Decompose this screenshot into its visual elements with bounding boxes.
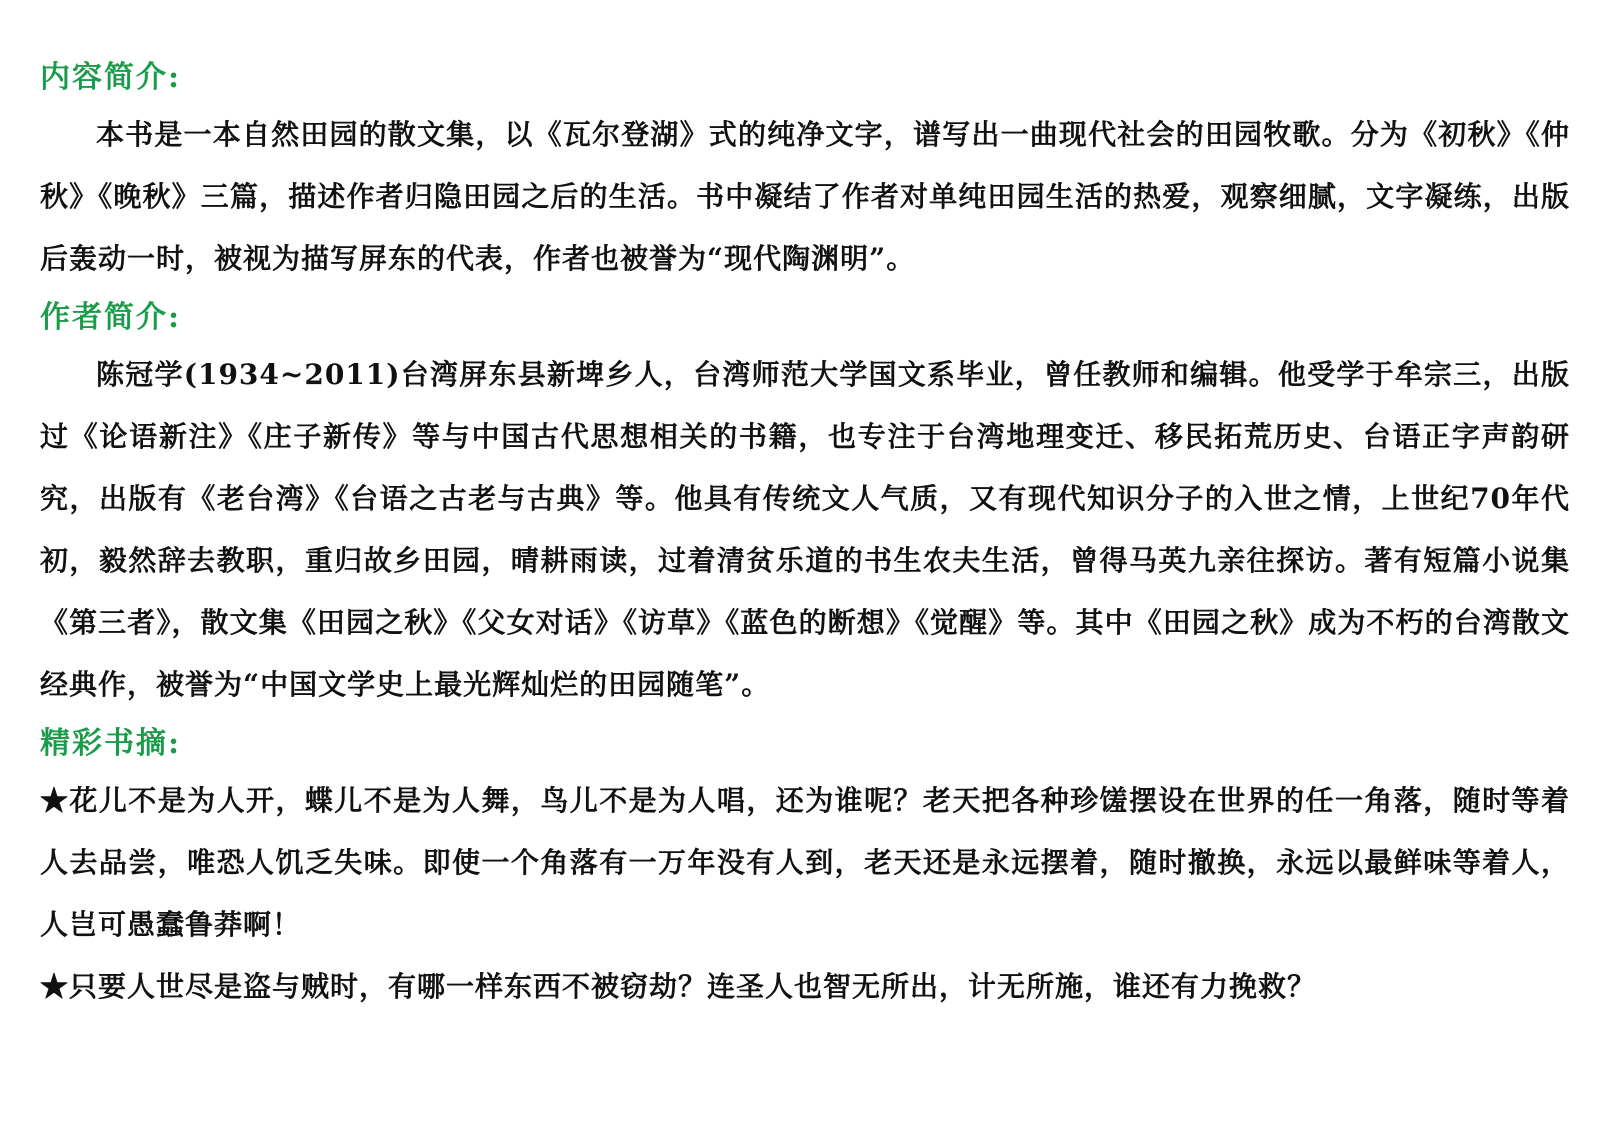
author-heading: 作者简介: (40, 300, 182, 335)
summary-heading: 内容简介: (40, 60, 182, 95)
excerpt-item-2: ★只要人世尽是盗与贼时，有哪一样东西不被窃劫？连圣人也智无所出，计无所施，谁还有力挽救？ (40, 970, 1317, 1003)
excerpt-item-1: ★花儿不是为人开，蝶儿不是为人舞，鸟儿不是为人唱，还为谁呢？老天把各种珍馐摆设在世界的任一角落，随时等着人去品尝，唯恐人饥乏失味。即使一个角落有一万年没有人到，老天还是永远摆着，随时撤换，永远以最鲜味等着人，人岂可愚蠢鲁莽啊！ (40, 784, 1570, 941)
author-paragraph: 陈冠学(1934~2011)台湾屏东县新埤乡人，台湾师范大学国文系毕业，曾任教师和编辑。他受学于牟宗三，出版过《论语新注》《庄子新传》等与中国古代思想相关的书籍，也专注于台湾地理变迁、移民拓荒历史、台语正字声韵研究，出版有《老台湾》《台语之古老与古典》等。他具有传统文人气质，又有现代知识分子的入世之情，上世纪70年代初，毅然辞去教职，重归故乡田园，晴耕雨读，过着清贫乐道的书生农夫生活，曾得马英九亲往探访。著有短篇小说集《第三者》，散文集《田园之秋》《父女对话》《访草》《蓝色的断想》《觉醒》等。其中《田园之秋》成为不朽的台湾散文经典作，被誉为“中国文学史上最光辉灿烂的田园随笔”。 (40, 358, 1570, 701)
excerpts-heading: 精彩书摘: (40, 726, 182, 761)
document-page (40, 52, 1570, 1018)
summary-paragraph: 本书是一本自然田园的散文集，以《瓦尔登湖》式的纯净文字，谱写出一曲现代社会的田园牧歌。分为《初秋》《仲秋》《晚秋》三篇，描述作者归隐田园之后的生活。书中凝结了作者对单纯田园生活的热爱，观察细腻，文字凝练，出版后轰动一时，被视为描写屏东的代表，作者也被誉为“现代陶渊明”。 (40, 118, 1570, 275)
